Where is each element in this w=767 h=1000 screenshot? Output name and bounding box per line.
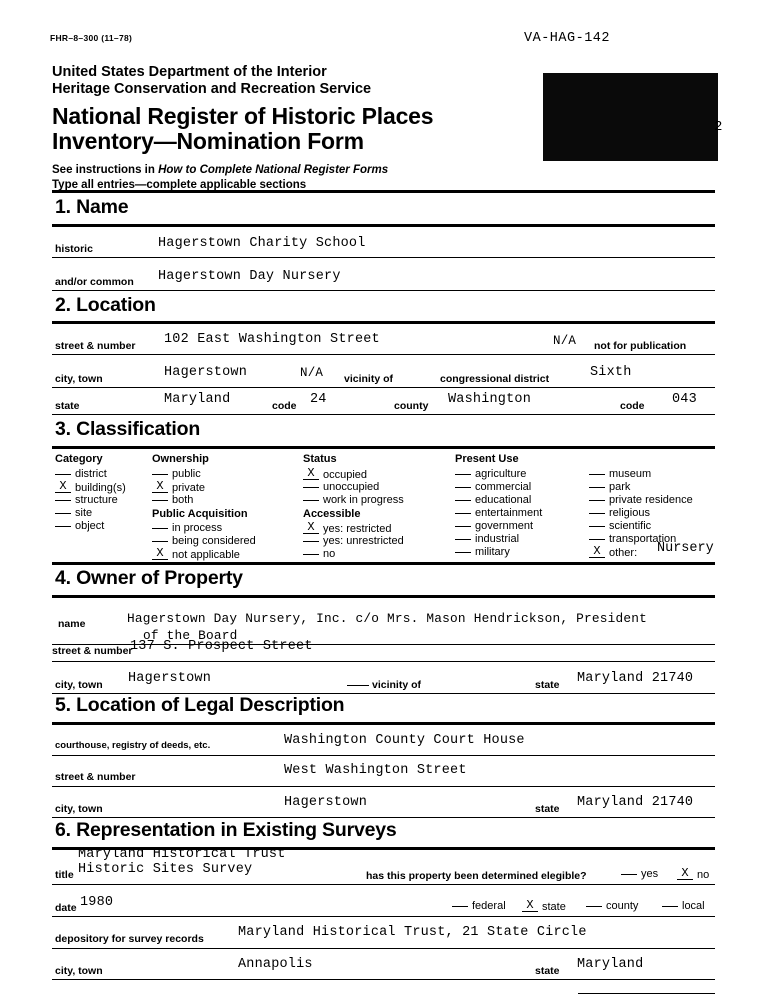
owner-city-label: city, town (55, 679, 103, 691)
courthouse-label: courthouse, registry of deeds, etc. (55, 740, 211, 751)
level-county-label: county (606, 900, 639, 912)
survey-date-value: 1980 (80, 895, 114, 910)
checkbox-transportation[interactable] (589, 539, 605, 540)
city-town-value-s2: Hagerstown (164, 365, 248, 380)
section-1-top-rule (52, 190, 715, 193)
legal-street-rule (52, 786, 715, 787)
survey-title-line2: Historic Sites Survey (78, 862, 253, 877)
checkbox-government[interactable] (455, 526, 471, 527)
bottom-edge-rule (578, 993, 715, 994)
survey-state-value: Maryland (577, 957, 644, 972)
status-option-occupied[interactable] (303, 468, 367, 481)
accessible-label-no: no (323, 548, 336, 560)
state-label-s2: state (55, 400, 80, 412)
checkbox-public[interactable] (152, 474, 168, 475)
level-local-label: local (682, 900, 705, 912)
checkbox-park[interactable] (589, 487, 605, 488)
use-option-scientific[interactable] (589, 520, 651, 532)
use-label-other: other: (609, 547, 638, 559)
use-label-government: government (475, 520, 534, 532)
street-value-struck1: ast (205, 332, 231, 347)
section-6-heading: 6. Representation in Existing Surveys (55, 819, 397, 841)
use-option-commercial[interactable] (455, 481, 531, 493)
agency-line-2: Heritage Conservation and Recreation Service (52, 81, 372, 97)
use-option-museum[interactable] (589, 468, 651, 480)
checkbox-county[interactable] (586, 906, 602, 907)
historic-value: Hagerstown Charity School (158, 236, 366, 251)
checkbox-religious[interactable] (589, 513, 605, 514)
checkbox-occupied[interactable]: X (303, 468, 319, 480)
county-value: Washington (448, 392, 532, 407)
section-4-heading: 4. Owner of Property (55, 567, 243, 589)
courthouse-rule (52, 755, 715, 756)
accessible-column-heading: Accessible (303, 508, 361, 520)
accessible-option-no[interactable] (303, 548, 335, 560)
legal-state-label: state (535, 803, 560, 815)
category-label-object: object (75, 520, 105, 532)
not-for-publication-na: N/A (553, 334, 577, 348)
ownership-label-both: both (172, 494, 194, 506)
category-option-buildings[interactable] (55, 481, 126, 494)
status-option-unoccupied[interactable] (303, 481, 379, 493)
historic-label: historic (55, 243, 93, 255)
congressional-district-label: congressional district (440, 373, 550, 385)
street-value-part1: 102 E (164, 332, 206, 347)
checkbox-eligible-no[interactable]: X (677, 868, 693, 880)
level-local-option[interactable] (662, 900, 705, 912)
use-option-religious[interactable] (589, 507, 650, 519)
checkbox-work-in-progress[interactable] (303, 500, 319, 501)
section-2-bottom-rule (52, 321, 715, 324)
category-option-site[interactable] (55, 507, 92, 519)
owner-vicinity-blank[interactable] (347, 685, 369, 686)
survey-title-label: title (55, 869, 74, 881)
vicinity-na: N/A (300, 366, 324, 380)
checkbox-entertainment[interactable] (455, 513, 471, 514)
county-code-value: 043 (672, 392, 697, 407)
use-label-commercial: commercial (475, 481, 532, 493)
street-rule (52, 354, 715, 355)
use-option-private-residence[interactable] (589, 494, 693, 506)
owner-name-label: name (58, 618, 86, 630)
street-number-value (164, 332, 380, 347)
section-1-bottom-rule (52, 224, 715, 227)
checkbox-not-applicable[interactable]: X (152, 548, 168, 560)
owner-street-value: 137 S. Prospect Street (130, 639, 313, 654)
level-federal-option[interactable] (452, 900, 506, 912)
owner-name-value: Hagerstown Day Nursery, Inc. c/o Mrs. Mason Hendrickson, President (127, 611, 648, 626)
status-label-occupied: occupied (323, 469, 368, 481)
box-number: 2 (714, 119, 723, 135)
ownership-label-public: public (172, 468, 201, 480)
acquisition-label-in-process: in process (172, 522, 223, 534)
owner-street-rule (52, 661, 715, 662)
section-5-heading: 5. Location of Legal Description (55, 694, 345, 716)
common-name-label: and/or common (55, 276, 134, 288)
street-number-label: street & number (55, 340, 136, 352)
use-label-religious: religious (609, 507, 650, 519)
accessible-option-yes-unrestricted[interactable] (303, 535, 404, 547)
ownership-option-private[interactable] (152, 481, 205, 494)
acquisition-option-being-considered[interactable] (152, 535, 256, 547)
legal-city-rule (52, 817, 715, 818)
survey-city-label: city, town (55, 965, 103, 977)
checkbox-local[interactable] (662, 906, 678, 907)
category-label-site: site (75, 507, 93, 519)
instruction-line-1 (52, 163, 388, 178)
use-label-educational: educational (475, 494, 532, 506)
legal-city-value: Hagerstown (284, 795, 368, 810)
eligible-no-option[interactable] (677, 868, 709, 881)
use-label-industrial: industrial (475, 533, 520, 545)
public-acquisition-column-heading: Public Acquisition (152, 508, 248, 520)
survey-city-rule (52, 979, 715, 980)
checkbox-commercial[interactable] (455, 487, 471, 488)
owner-city-value: Hagerstown (128, 671, 212, 686)
vicinity-label: vicinity of (344, 373, 394, 385)
use-option-other[interactable] (589, 546, 637, 559)
use-option-entertainment[interactable] (455, 507, 542, 519)
common-name-value: Hagerstown Day Nursery (158, 269, 341, 284)
status-label-work-in-progress: work in progress (323, 494, 404, 506)
historic-rule (52, 257, 715, 258)
use-label-park: park (609, 481, 631, 493)
acquisition-option-in-process[interactable] (152, 522, 222, 534)
checkbox-agriculture[interactable] (455, 474, 471, 475)
checkbox-museum[interactable] (589, 474, 605, 475)
depository-label: depository for survey records (55, 933, 204, 945)
survey-state-label: state (535, 965, 560, 977)
redacted-photo-block (543, 73, 718, 161)
acquisition-label-being-considered: being considered (172, 535, 256, 547)
eligible-no-label: no (697, 869, 710, 881)
present-use-column-heading: Present Use (455, 453, 519, 465)
category-option-object[interactable] (55, 520, 104, 532)
agency-name (52, 64, 371, 98)
checkbox-no[interactable] (303, 554, 319, 555)
state-rule-s2 (52, 414, 715, 415)
owner-state-label: state (535, 679, 560, 691)
checkbox-yes-unrestricted[interactable] (303, 541, 319, 542)
checkbox-object[interactable] (55, 526, 71, 527)
checkbox-in-process[interactable] (152, 528, 168, 529)
checkbox-private[interactable]: X (152, 481, 168, 493)
form-title-line-1: National Register of Historic Places (52, 103, 434, 129)
state-value-s2: Maryland (164, 392, 231, 407)
status-label-unoccupied: unoccupied (323, 481, 380, 493)
form-instructions (52, 163, 388, 192)
use-label-transportation: transportation (609, 533, 677, 545)
form-code: FHR–8–300 (11–78) (50, 33, 133, 43)
common-name-rule (52, 290, 715, 291)
legal-state-value: Maryland 21740 (577, 795, 694, 810)
acquisition-label-not-applicable: not applicable (172, 549, 240, 561)
form-title-line-2: Inventory—Nomination Form (52, 128, 364, 154)
city-rule-s2 (52, 387, 715, 388)
use-label-military: military (475, 546, 510, 558)
use-option-government[interactable] (455, 520, 533, 532)
instruction-prefix: See instructions in (52, 164, 159, 176)
level-state-label: state (542, 901, 566, 913)
status-column-heading: Status (303, 453, 337, 465)
survey-title-rule (52, 884, 715, 885)
owner-vicinity-label (344, 679, 421, 691)
ownership-label-private: private (172, 482, 206, 494)
owner-vicinity-text: vicinity of (372, 679, 422, 691)
state-code-label: code (272, 400, 297, 412)
use-label-entertainment: entertainment (475, 507, 543, 519)
reference-number: VA-HAG-142 (524, 31, 611, 46)
accessible-label-yes-unrestricted: yes: unrestricted (323, 535, 404, 547)
level-state-option[interactable] (522, 900, 566, 913)
category-label-district: district (75, 468, 107, 480)
instruction-emphasis: How to Complete National Register Forms (158, 164, 389, 176)
section-4-bottom-rule (52, 595, 715, 598)
status-option-work-in-progress[interactable] (303, 494, 404, 506)
use-option-military[interactable] (455, 546, 510, 558)
use-label-museum: museum (609, 468, 652, 480)
accessible-label-yes-restricted: yes: restricted (323, 523, 392, 535)
county-code-label: code (620, 400, 645, 412)
checkbox-eligible-yes[interactable] (621, 874, 637, 875)
use-option-park[interactable] (589, 481, 630, 493)
section-2-heading: 2. Location (55, 294, 156, 316)
use-option-educational[interactable] (455, 494, 531, 506)
eligible-yes-option[interactable] (621, 868, 658, 880)
section-5-bottom-rule (52, 722, 715, 725)
category-option-structure[interactable] (55, 494, 118, 506)
checkbox-district[interactable] (55, 474, 71, 475)
checkbox-military[interactable] (455, 552, 471, 553)
legal-street-label: street & number (55, 771, 136, 783)
checkbox-federal[interactable] (452, 906, 468, 907)
section-3-heading: 3. Classification (55, 418, 201, 440)
form-title (52, 104, 433, 154)
survey-city-value: Annapolis (238, 957, 313, 972)
use-option-industrial[interactable] (455, 533, 519, 545)
use-option-agriculture[interactable] (455, 468, 526, 480)
depository-value: Maryland Historical Trust, 21 State Circle (238, 925, 587, 940)
state-code-value: 24 (310, 392, 327, 407)
checkbox-being-considered[interactable] (152, 541, 168, 542)
street-value-struck2: reet (346, 332, 380, 347)
depository-rule (52, 948, 715, 949)
county-label: county (394, 400, 429, 412)
checkbox-yes-restricted[interactable]: X (303, 522, 319, 534)
instruction-line-2: Type all entries—complete applicable sections (52, 178, 307, 191)
owner-street-label: street & number (52, 645, 133, 657)
eligible-yes-label: yes (641, 868, 659, 880)
use-label-agriculture: agriculture (475, 468, 527, 480)
eligible-question: has this property been determined elegible? (366, 870, 587, 882)
use-label-scientific: scientific (609, 520, 652, 532)
checkbox-both[interactable] (152, 500, 168, 501)
survey-title-line1: Maryland Historical Trust (78, 847, 286, 862)
acquisition-option-not-applicable[interactable] (152, 548, 240, 561)
legal-city-label: city, town (55, 803, 103, 815)
checkbox-other[interactable]: X (589, 546, 605, 558)
ownership-column-heading: Ownership (152, 453, 209, 465)
checkbox-educational[interactable] (455, 500, 471, 501)
section-3-bottom-rule (52, 446, 715, 449)
owner-name-value-line2: of the Board (143, 628, 238, 643)
street-value-part2: Washington St (230, 332, 347, 347)
checkbox-site[interactable] (55, 513, 71, 514)
level-federal-label: federal (472, 900, 506, 912)
congressional-district-value: Sixth (590, 365, 632, 380)
checkbox-state[interactable]: X (522, 900, 538, 912)
category-label-structure: structure (75, 494, 118, 506)
level-county-option[interactable] (586, 900, 638, 912)
use-label-private-residence: private residence (609, 494, 693, 506)
checkbox-private-residence[interactable] (589, 500, 605, 501)
courthouse-value: Washington County Court House (284, 733, 525, 748)
other-use-value: Nursery (657, 541, 714, 556)
survey-date-label: date (55, 902, 77, 914)
accessible-option-yes-restricted[interactable] (303, 522, 391, 535)
ownership-option-both[interactable] (152, 494, 193, 506)
checkbox-structure[interactable] (55, 500, 71, 501)
not-for-publication-label: not for publication (594, 340, 687, 352)
checkbox-industrial[interactable] (455, 539, 471, 540)
checkbox-buildings[interactable]: X (55, 481, 71, 493)
city-town-label-s2: city, town (55, 373, 103, 385)
section-4-top-rule (52, 562, 715, 565)
owner-state-value: Maryland 21740 (577, 671, 694, 686)
category-column-heading: Category (55, 453, 103, 465)
legal-street-value: West Washington Street (284, 763, 467, 778)
checkbox-unoccupied[interactable] (303, 487, 319, 488)
agency-line-1: United States Department of the Interior (52, 64, 327, 80)
section-1-heading: 1. Name (55, 196, 129, 218)
checkbox-scientific[interactable] (589, 526, 605, 527)
category-label-buildings: building(s) (75, 482, 126, 494)
survey-date-rule (52, 916, 715, 917)
